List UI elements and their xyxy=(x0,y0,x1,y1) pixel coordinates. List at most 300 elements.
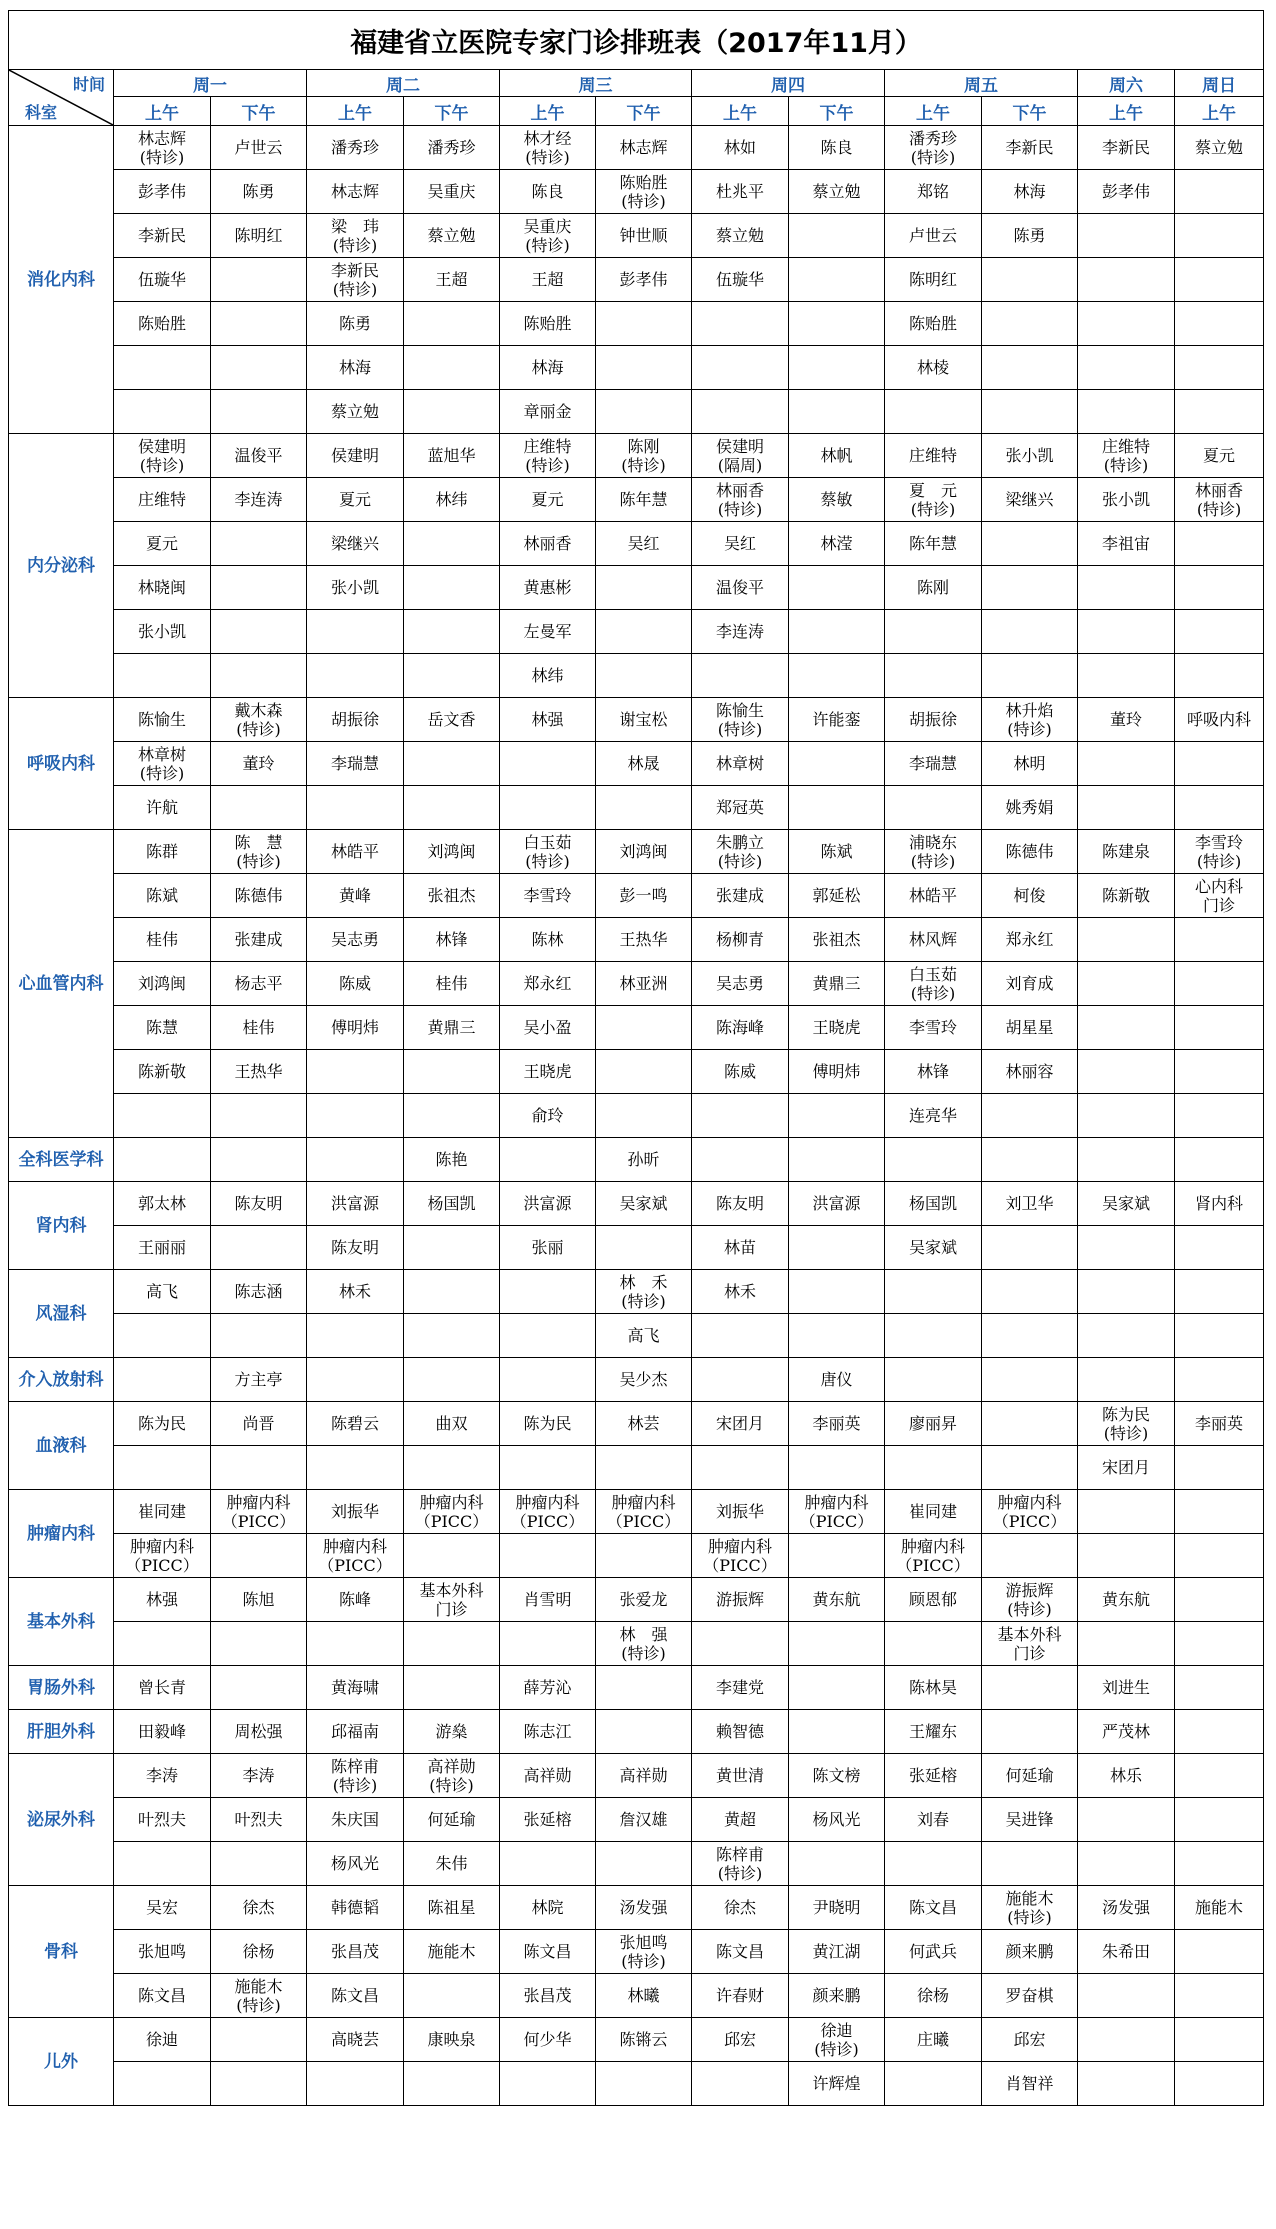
doctor-cell: 林才经 (特诊) xyxy=(500,126,596,170)
doctor-cell: 崔同建 xyxy=(114,1490,211,1534)
doctor-cell xyxy=(982,1402,1078,1446)
schedule-row xyxy=(9,742,1264,786)
doctor-cell: 陈林 xyxy=(500,918,596,962)
doctor-cell xyxy=(114,1446,211,1490)
doctor-cell xyxy=(1175,1666,1264,1710)
doctor-cell: 游燊 xyxy=(404,1710,500,1754)
doctor-cell xyxy=(1175,1930,1264,1974)
doctor-cell xyxy=(692,1446,789,1490)
doctor-cell xyxy=(789,610,885,654)
doctor-cell xyxy=(211,1094,307,1138)
doctor-cell xyxy=(404,1050,500,1094)
doctor-cell: 梁继兴 xyxy=(307,522,404,566)
doctor-cell xyxy=(500,1534,596,1578)
doctor-cell xyxy=(982,654,1078,698)
doctor-cell xyxy=(596,1050,692,1094)
doctor-cell: 姚秀娟 xyxy=(982,786,1078,830)
doctor-cell xyxy=(982,1710,1078,1754)
doctor-cell: 林曦 xyxy=(596,1974,692,2018)
doctor-cell xyxy=(211,1622,307,1666)
doctor-cell: 吴小盈 xyxy=(500,1006,596,1050)
doctor-cell: 吴志勇 xyxy=(692,962,789,1006)
doctor-cell xyxy=(114,1314,211,1358)
doctor-cell: 林志辉 xyxy=(596,126,692,170)
doctor-cell xyxy=(789,214,885,258)
doctor-cell: 吴红 xyxy=(692,522,789,566)
doctor-cell xyxy=(1078,302,1175,346)
doctor-cell xyxy=(404,1314,500,1358)
doctor-cell xyxy=(789,1226,885,1270)
doctor-cell xyxy=(1175,258,1264,302)
doctor-cell: 朱鹏立 (特诊) xyxy=(692,830,789,874)
doctor-cell: 张祖杰 xyxy=(789,918,885,962)
schedule-row xyxy=(9,610,1264,654)
doctor-cell xyxy=(692,1138,789,1182)
half-header: 上午 xyxy=(500,97,596,126)
doctor-cell: 邱宏 xyxy=(692,2018,789,2062)
doctor-cell: 肖雪明 xyxy=(500,1578,596,1622)
doctor-cell: 吴重庆 xyxy=(404,170,500,214)
schedule-row xyxy=(9,126,1264,170)
doctor-cell: 施能木 xyxy=(1175,1886,1264,1930)
doctor-cell xyxy=(211,2018,307,2062)
doctor-cell xyxy=(982,566,1078,610)
doctor-cell: 张丽 xyxy=(500,1226,596,1270)
doctor-cell: 张旭鸣 xyxy=(114,1930,211,1974)
schedule-row xyxy=(9,1886,1264,1930)
doctor-cell: 张爱龙 xyxy=(596,1578,692,1622)
doctor-cell: 杨国凯 xyxy=(885,1182,982,1226)
doctor-cell: 夏元 xyxy=(307,478,404,522)
schedule-row xyxy=(9,698,1264,742)
doctor-cell: 林升焰 (特诊) xyxy=(982,698,1078,742)
doctor-cell xyxy=(1175,1226,1264,1270)
doctor-cell: 康映泉 xyxy=(404,2018,500,2062)
doctor-cell: 张建成 xyxy=(211,918,307,962)
doctor-cell: 庄曦 xyxy=(885,2018,982,2062)
doctor-cell xyxy=(789,654,885,698)
doctor-cell: 黄东航 xyxy=(789,1578,885,1622)
doctor-cell: 黄峰 xyxy=(307,874,404,918)
doctor-cell xyxy=(1078,1270,1175,1314)
doctor-cell: 林禾 xyxy=(307,1270,404,1314)
doctor-cell: 胡振徐 xyxy=(307,698,404,742)
doctor-cell: 王热华 xyxy=(211,1050,307,1094)
doctor-cell xyxy=(1078,1138,1175,1182)
doctor-cell xyxy=(211,346,307,390)
doctor-cell xyxy=(885,1358,982,1402)
doctor-cell xyxy=(1175,1842,1264,1886)
doctor-cell: 何武兵 xyxy=(885,1930,982,1974)
doctor-cell: 李连涛 xyxy=(692,610,789,654)
doctor-cell: 林明 xyxy=(982,742,1078,786)
doctor-cell: 刘春 xyxy=(885,1798,982,1842)
schedule-row xyxy=(9,390,1264,434)
doctor-cell: 傅明炜 xyxy=(307,1006,404,1050)
doctor-cell xyxy=(307,1094,404,1138)
doctor-cell: 黄海啸 xyxy=(307,1666,404,1710)
day-header: 周二 xyxy=(307,70,500,97)
doctor-cell xyxy=(1078,1358,1175,1402)
doctor-cell: 徐杨 xyxy=(885,1974,982,2018)
doctor-cell xyxy=(1078,1006,1175,1050)
doctor-cell: 彭一鸣 xyxy=(596,874,692,918)
day-header: 周一 xyxy=(114,70,307,97)
schedule-row xyxy=(9,786,1264,830)
doctor-cell: 洪富源 xyxy=(789,1182,885,1226)
doctor-cell xyxy=(307,1050,404,1094)
doctor-cell: 温俊平 xyxy=(211,434,307,478)
doctor-cell: 郭延松 xyxy=(789,874,885,918)
doctor-cell xyxy=(1078,390,1175,434)
doctor-cell xyxy=(1175,654,1264,698)
doctor-cell xyxy=(789,346,885,390)
doctor-cell xyxy=(404,346,500,390)
doctor-cell xyxy=(114,1138,211,1182)
doctor-cell xyxy=(500,1446,596,1490)
doctor-cell xyxy=(1175,214,1264,258)
doctor-cell: 李瑞慧 xyxy=(885,742,982,786)
doctor-cell: 颜来鹏 xyxy=(982,1930,1078,1974)
doctor-cell xyxy=(1078,346,1175,390)
doctor-cell: 高祥勋 (特诊) xyxy=(404,1754,500,1798)
doctor-cell: 陈旭 xyxy=(211,1578,307,1622)
doctor-cell: 傅明炜 xyxy=(789,1050,885,1094)
doctor-cell xyxy=(596,1006,692,1050)
doctor-cell xyxy=(307,654,404,698)
doctor-cell: 林章树 xyxy=(692,742,789,786)
schedule-row xyxy=(9,478,1264,522)
doctor-cell: 陈新敬 xyxy=(1078,874,1175,918)
doctor-cell xyxy=(404,610,500,654)
doctor-cell: 何延瑜 xyxy=(404,1798,500,1842)
doctor-cell xyxy=(211,2062,307,2106)
doctor-cell xyxy=(404,654,500,698)
doctor-cell: 陈威 xyxy=(307,962,404,1006)
doctor-cell xyxy=(1175,1534,1264,1578)
doctor-cell: 施能木 xyxy=(404,1930,500,1974)
doctor-cell xyxy=(982,1358,1078,1402)
doctor-cell: 杨志平 xyxy=(211,962,307,1006)
doctor-cell: 陈年慧 xyxy=(596,478,692,522)
department-name: 介入放射科 xyxy=(9,1358,114,1402)
department-name: 肝胆外科 xyxy=(9,1710,114,1754)
doctor-cell xyxy=(211,390,307,434)
doctor-cell xyxy=(692,1094,789,1138)
day-header: 周日 xyxy=(1175,70,1264,97)
doctor-cell xyxy=(789,1534,885,1578)
doctor-cell: 黄世清 xyxy=(692,1754,789,1798)
doctor-cell: 左曼军 xyxy=(500,610,596,654)
doctor-cell: 叶烈夫 xyxy=(211,1798,307,1842)
doctor-cell: 高飞 xyxy=(596,1314,692,1358)
doctor-cell: 柯俊 xyxy=(982,874,1078,918)
doctor-cell xyxy=(404,566,500,610)
schedule-row xyxy=(9,1050,1264,1094)
doctor-cell xyxy=(211,1446,307,1490)
doctor-cell: 基本外科 门诊 xyxy=(404,1578,500,1622)
doctor-cell: 韩德韬 xyxy=(307,1886,404,1930)
doctor-cell xyxy=(1175,2062,1264,2106)
doctor-cell xyxy=(982,1138,1078,1182)
doctor-cell: 陈艳 xyxy=(404,1138,500,1182)
doctor-cell xyxy=(885,1138,982,1182)
schedule-row xyxy=(9,1402,1264,1446)
doctor-cell: 林芸 xyxy=(596,1402,692,1446)
doctor-cell: 吴宏 xyxy=(114,1886,211,1930)
doctor-cell: 许航 xyxy=(114,786,211,830)
schedule-row xyxy=(9,2018,1264,2062)
department-name: 基本外科 xyxy=(9,1578,114,1666)
doctor-cell xyxy=(885,1270,982,1314)
doctor-cell xyxy=(982,610,1078,654)
schedule-row xyxy=(9,1182,1264,1226)
doctor-cell xyxy=(1175,346,1264,390)
doctor-cell: 林帆 xyxy=(789,434,885,478)
doctor-cell xyxy=(114,390,211,434)
doctor-cell xyxy=(596,1534,692,1578)
doctor-cell: 吴家斌 xyxy=(596,1182,692,1226)
department-name: 内分泌科 xyxy=(9,434,114,698)
doctor-cell: 林纬 xyxy=(404,478,500,522)
doctor-cell: 潘秀珍 (特诊) xyxy=(885,126,982,170)
doctor-cell xyxy=(404,390,500,434)
half-header: 上午 xyxy=(114,97,211,126)
doctor-cell: 林亚洲 xyxy=(596,962,692,1006)
doctor-cell xyxy=(1078,1050,1175,1094)
doctor-cell: 伍璇华 xyxy=(114,258,211,302)
doctor-cell: 林锋 xyxy=(885,1050,982,1094)
doctor-cell: 施能木 (特诊) xyxy=(211,1974,307,2018)
doctor-cell: 彭孝伟 xyxy=(1078,170,1175,214)
doctor-cell xyxy=(1175,786,1264,830)
doctor-cell xyxy=(982,1270,1078,1314)
doctor-cell xyxy=(114,346,211,390)
doctor-cell: 孙昕 xyxy=(596,1138,692,1182)
doctor-cell: 陈威 xyxy=(692,1050,789,1094)
doctor-cell xyxy=(211,1534,307,1578)
doctor-cell xyxy=(1078,918,1175,962)
department-name: 骨科 xyxy=(9,1886,114,2018)
doctor-cell: 杜兆平 xyxy=(692,170,789,214)
doctor-cell: 肿瘤内科 （PICC） xyxy=(885,1534,982,1578)
corner-time-label: 时间 xyxy=(72,75,105,94)
doctor-cell: 林丽香 (特诊) xyxy=(692,478,789,522)
doctor-cell xyxy=(692,390,789,434)
doctor-cell: 陈海峰 xyxy=(692,1006,789,1050)
doctor-cell xyxy=(1175,1754,1264,1798)
doctor-cell: 朱伟 xyxy=(404,1842,500,1886)
schedule-row xyxy=(9,1798,1264,1842)
doctor-cell: 庄维特 (特诊) xyxy=(1078,434,1175,478)
doctor-cell: 刘振华 xyxy=(307,1490,404,1534)
department-name: 呼吸内科 xyxy=(9,698,114,830)
doctor-cell: 张延榕 xyxy=(500,1798,596,1842)
doctor-cell xyxy=(307,1358,404,1402)
schedule-row xyxy=(9,1138,1264,1182)
doctor-cell: 蔡立勉 xyxy=(307,390,404,434)
doctor-cell: 林海 xyxy=(307,346,404,390)
doctor-cell xyxy=(1175,1006,1264,1050)
doctor-cell xyxy=(1078,742,1175,786)
doctor-cell: 林纬 xyxy=(500,654,596,698)
doctor-cell xyxy=(1175,1578,1264,1622)
doctor-cell: 宋团月 xyxy=(1078,1446,1175,1490)
doctor-cell xyxy=(404,522,500,566)
doctor-cell: 桂伟 xyxy=(114,918,211,962)
doctor-cell: 徐迪 xyxy=(114,2018,211,2062)
doctor-cell xyxy=(692,2062,789,2106)
doctor-cell: 呼吸内科 xyxy=(1175,698,1264,742)
doctor-cell: 王晓虎 xyxy=(789,1006,885,1050)
doctor-cell: 林强 xyxy=(114,1578,211,1622)
doctor-cell xyxy=(982,522,1078,566)
doctor-cell: 夏元 xyxy=(114,522,211,566)
doctor-cell xyxy=(885,1622,982,1666)
doctor-cell: 陈年慧 xyxy=(885,522,982,566)
day-header: 周四 xyxy=(692,70,885,97)
doctor-cell: 游振辉 xyxy=(692,1578,789,1622)
doctor-cell: 郑永红 xyxy=(982,918,1078,962)
doctor-cell xyxy=(1175,918,1264,962)
doctor-cell: 林院 xyxy=(500,1886,596,1930)
schedule-row xyxy=(9,258,1264,302)
doctor-cell: 李连涛 xyxy=(211,478,307,522)
doctor-cell xyxy=(885,1314,982,1358)
doctor-cell: 黄江湖 xyxy=(789,1930,885,1974)
doctor-cell: 桂伟 xyxy=(404,962,500,1006)
doctor-cell xyxy=(1078,258,1175,302)
doctor-cell: 王超 xyxy=(404,258,500,302)
doctor-cell xyxy=(982,1534,1078,1578)
schedule-row xyxy=(9,1358,1264,1402)
doctor-cell xyxy=(596,1446,692,1490)
doctor-cell: 邱宏 xyxy=(982,2018,1078,2062)
doctor-cell: 岳文香 xyxy=(404,698,500,742)
doctor-cell: 方主亭 xyxy=(211,1358,307,1402)
doctor-cell: 李雪玲 (特诊) xyxy=(1175,830,1264,874)
doctor-cell: 黄鼎三 xyxy=(404,1006,500,1050)
doctor-cell: 汤发强 xyxy=(1078,1886,1175,1930)
doctor-cell: 林志辉 xyxy=(307,170,404,214)
doctor-cell xyxy=(789,1446,885,1490)
doctor-cell: 蔡立勉 xyxy=(404,214,500,258)
doctor-cell xyxy=(1175,1270,1264,1314)
doctor-cell: 詹汉雄 xyxy=(596,1798,692,1842)
doctor-cell xyxy=(404,302,500,346)
doctor-cell: 陈良 xyxy=(500,170,596,214)
doctor-cell: 基本外科 门诊 xyxy=(982,1622,1078,1666)
doctor-cell xyxy=(307,610,404,654)
doctor-cell xyxy=(692,1622,789,1666)
doctor-cell: 李新民 (特诊) xyxy=(307,258,404,302)
doctor-cell: 黄超 xyxy=(692,1798,789,1842)
doctor-cell xyxy=(404,1534,500,1578)
doctor-cell xyxy=(1078,1490,1175,1534)
schedule-row xyxy=(9,1578,1264,1622)
schedule-row xyxy=(9,1666,1264,1710)
doctor-cell: 崔同建 xyxy=(885,1490,982,1534)
doctor-cell xyxy=(789,302,885,346)
doctor-cell: 侯建明 (特诊) xyxy=(114,434,211,478)
doctor-cell: 陈文昌 xyxy=(692,1930,789,1974)
schedule-row xyxy=(9,1094,1264,1138)
doctor-cell: 黄东航 xyxy=(1078,1578,1175,1622)
schedule-row xyxy=(9,654,1264,698)
doctor-cell xyxy=(1175,962,1264,1006)
doctor-cell xyxy=(789,566,885,610)
doctor-cell: 吴家斌 xyxy=(885,1226,982,1270)
doctor-cell xyxy=(1175,1798,1264,1842)
doctor-cell: 白玉茹 (特诊) xyxy=(885,962,982,1006)
doctor-cell xyxy=(1175,1490,1264,1534)
doctor-cell: 陈刚 xyxy=(885,566,982,610)
doctor-cell xyxy=(1078,1622,1175,1666)
doctor-cell: 林皓平 xyxy=(307,830,404,874)
doctor-cell: 汤发强 xyxy=(596,1886,692,1930)
doctor-cell: 肾内科 xyxy=(1175,1182,1264,1226)
schedule-frame xyxy=(8,10,1263,2106)
doctor-cell: 刘卫华 xyxy=(982,1182,1078,1226)
doctor-cell xyxy=(692,302,789,346)
department-name: 血液科 xyxy=(9,1402,114,1490)
doctor-cell: 庄维特 xyxy=(885,434,982,478)
doctor-cell xyxy=(982,258,1078,302)
doctor-cell: 陈德伟 xyxy=(982,830,1078,874)
doctor-cell: 洪富源 xyxy=(307,1182,404,1226)
doctor-cell: 刘育成 xyxy=(982,962,1078,1006)
schedule-row xyxy=(9,302,1264,346)
doctor-cell xyxy=(885,390,982,434)
doctor-cell xyxy=(404,786,500,830)
doctor-cell: 陈梓甫 (特诊) xyxy=(692,1842,789,1886)
doctor-cell: 高晓芸 xyxy=(307,2018,404,2062)
schedule-row xyxy=(9,1006,1264,1050)
doctor-cell xyxy=(982,1314,1078,1358)
doctor-cell: 白玉茹 (特诊) xyxy=(500,830,596,874)
doctor-cell xyxy=(789,1622,885,1666)
doctor-cell: 陈碧云 xyxy=(307,1402,404,1446)
doctor-cell: 肿瘤内科 （PICC） xyxy=(982,1490,1078,1534)
doctor-cell: 伍璇华 xyxy=(692,258,789,302)
doctor-cell: 陈明红 xyxy=(211,214,307,258)
doctor-cell: 李新民 xyxy=(982,126,1078,170)
schedule-row xyxy=(9,346,1264,390)
doctor-cell: 李祖宙 xyxy=(1078,522,1175,566)
doctor-cell: 陈良 xyxy=(789,126,885,170)
doctor-cell: 陈贻胜 (特诊) xyxy=(596,170,692,214)
doctor-cell: 陈锵云 xyxy=(596,2018,692,2062)
doctor-cell: 陈祖星 xyxy=(404,1886,500,1930)
doctor-cell xyxy=(1078,786,1175,830)
doctor-cell: 侯建明 (隔周) xyxy=(692,434,789,478)
doctor-cell: 陈文昌 xyxy=(114,1974,211,2018)
doctor-cell xyxy=(404,1358,500,1402)
schedule-row xyxy=(9,1974,1264,2018)
doctor-cell: 陈新敬 xyxy=(114,1050,211,1094)
doctor-cell: 陈峰 xyxy=(307,1578,404,1622)
doctor-cell xyxy=(404,1622,500,1666)
doctor-cell xyxy=(789,1094,885,1138)
doctor-cell xyxy=(500,1842,596,1886)
doctor-cell xyxy=(596,1094,692,1138)
doctor-cell: 许能銮 xyxy=(789,698,885,742)
doctor-cell xyxy=(789,786,885,830)
doctor-cell: 侯建明 xyxy=(307,434,404,478)
doctor-cell xyxy=(789,1138,885,1182)
schedule-row xyxy=(9,874,1264,918)
department-name: 儿外 xyxy=(9,2018,114,2106)
